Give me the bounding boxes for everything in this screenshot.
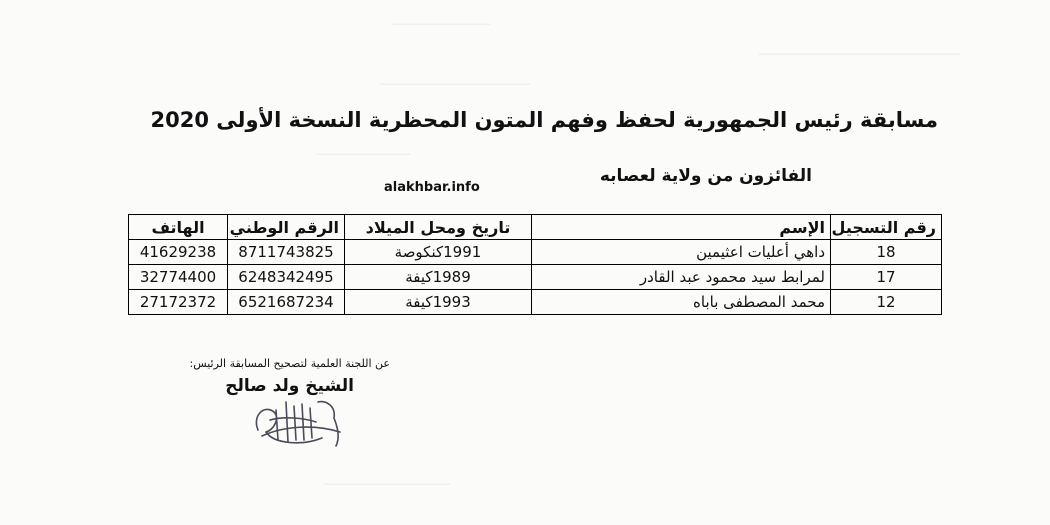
cell-name: لمرابط سيد محمود عبد القادر [532,265,831,290]
cell-phone: 41629238 [129,240,228,265]
header-birth-date-place: تاريخ ومحل الميلاد [345,215,532,240]
cell-registration-number: 12 [831,290,942,315]
cell-birth-date-place: 1991كنكوصة [345,240,532,265]
bleed-through-texture: ـــــــــــــــــــــ ـــــــــــــــــــــــــــــــــــــــــــ ــــــــــــــــــــــــــــــــ ــــــــــــــــــــ ـــــــــــــــــــــــــــ [316,10,960,489]
source-watermark: alakhbar.info [384,180,480,195]
cell-name: داهي أعليات اعثيمين [532,240,831,265]
cell-registration-number: 17 [831,265,942,290]
header-registration-number: رقم التسجيل [831,215,942,240]
table-row [129,265,942,290]
cell-registration-number: 18 [831,240,942,265]
handwritten-signature [244,396,354,452]
header-phone: الهاتف [129,215,228,240]
cell-phone: 32774400 [129,265,228,290]
table-header-row [129,215,942,240]
cell-phone: 27172372 [129,290,228,315]
committee-label: عن اللجنة العلمية لتصحيح المسابقة الرئيس: [189,357,390,370]
cell-national-id: 6248342495 [228,265,345,290]
table-row [129,240,942,265]
table-row [129,290,942,315]
cell-name: محمد المصطفى باباه [532,290,831,315]
cell-birth-date-place: 1993كيفة [345,290,532,315]
chair-name: الشيخ ولد صالح [225,376,354,396]
cell-birth-date-place: 1989كيفة [345,265,532,290]
header-name: الإسم [532,215,831,240]
header-national-id: الرقم الوطني [228,215,345,240]
cell-national-id: 8711743825 [228,240,345,265]
cell-national-id: 6521687234 [228,290,345,315]
winners-table [128,214,942,315]
document-title: مسابقة رئيس الجمهورية لحفظ وفهم المتون المحظرية النسخة الأولى 2020 [150,108,938,132]
document-subtitle: الفائزون من ولاية لعصابه [599,166,812,186]
